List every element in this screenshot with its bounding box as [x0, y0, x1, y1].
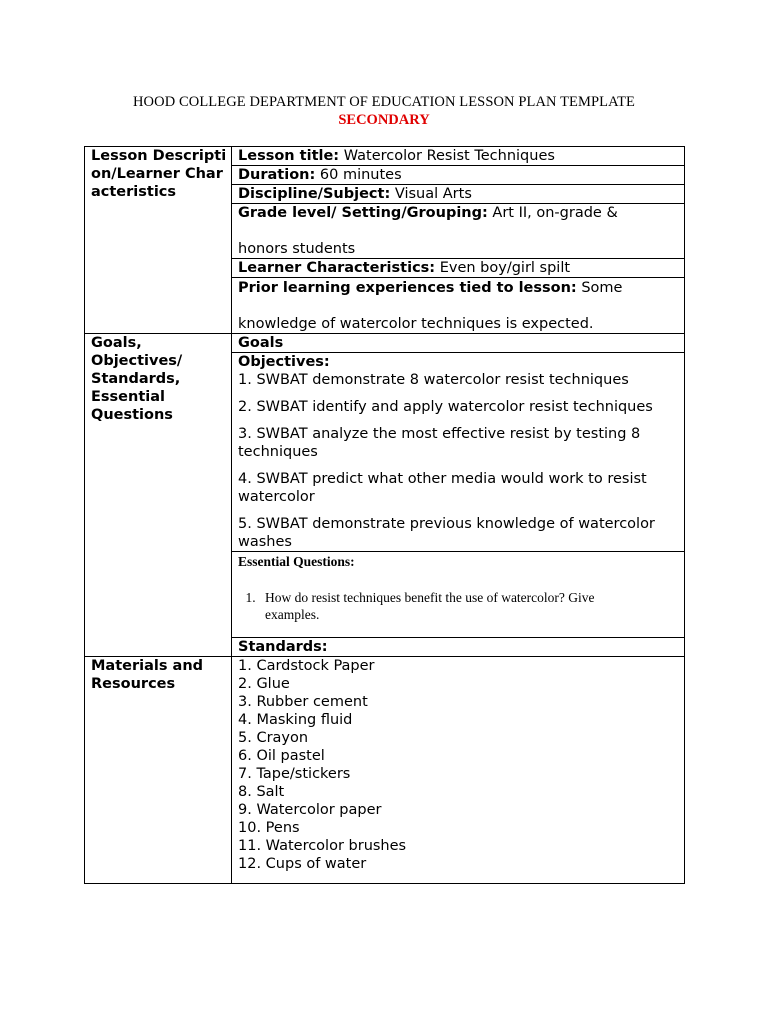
discipline-cell	[232, 185, 685, 204]
essential-questions-label: Essential Questions:	[238, 554, 355, 569]
lesson-title-cell	[232, 147, 685, 166]
goals-heading: Goals, Objectives/ Standards, Essential Questions	[85, 334, 232, 657]
prior-learning-value: Some	[581, 280, 623, 296]
lesson-plan-table	[84, 146, 685, 884]
material-item: 3. Rubber cement	[238, 694, 368, 710]
material-item: 9. Watercolor paper	[238, 802, 382, 818]
duration-value: 60 minutes	[319, 167, 402, 183]
page-subtitle: SECONDARY	[338, 112, 430, 128]
essential-question-item: 1. How do resist techniques benefit the use of watercolor? Give examples.	[259, 589, 645, 623]
objectives-label: Objectives:	[238, 354, 330, 370]
page-title: HOOD COLLEGE DEPARTMENT OF EDUCATION LESSON PLAN TEMPLATE	[132, 94, 635, 110]
duration-label: Duration:	[238, 167, 316, 183]
materials-heading: Materials and Resources	[85, 657, 232, 884]
material-item: 10. Pens	[238, 820, 300, 836]
essential-questions-list	[238, 589, 681, 623]
prior-learning-value-cont: knowledge of watercolor techniques is expected.	[238, 316, 594, 332]
goals-label: Goals	[238, 335, 284, 351]
discipline-label: Discipline/Subject:	[238, 186, 391, 202]
material-item: 2. Glue	[238, 676, 290, 692]
standards-label: Standards:	[238, 639, 328, 655]
materials-cell	[232, 657, 685, 884]
standards-cell	[232, 638, 685, 657]
discipline-value: Visual Arts	[394, 186, 472, 202]
material-item: 11. Watercolor brushes	[238, 838, 407, 854]
learner-label: Learner Characteristics:	[238, 260, 436, 276]
learner-cell	[232, 259, 685, 278]
material-item: 6. Oil pastel	[238, 748, 325, 764]
objectives-cell	[232, 353, 685, 552]
material-item: 4. Masking fluid	[238, 712, 353, 728]
grade-label: Grade level/ Setting/Grouping:	[238, 205, 488, 221]
objective-item: 1. SWBAT demonstrate 8 watercolor resist techniques	[238, 372, 629, 388]
lesson-description-heading: Lesson Description/Learner Characteristics	[85, 147, 232, 334]
essential-questions-cell	[232, 552, 685, 638]
lesson-title-label: Lesson title:	[238, 148, 340, 164]
objective-item: 2. SWBAT identify and apply watercolor resist techniques	[238, 399, 653, 415]
learner-value: Even boy/girl spilt	[439, 260, 571, 276]
grade-value: Art II, on-grade &	[492, 205, 618, 221]
prior-learning-cell	[232, 278, 685, 334]
goals-row	[85, 334, 685, 353]
material-item: 12. Cups of water	[238, 856, 367, 872]
material-item: 5. Crayon	[238, 730, 309, 746]
lesson-title-value: Watercolor Resist Techniques	[343, 148, 555, 164]
objective-item: 5. SWBAT demonstrate previous knowledge of watercolor washes	[238, 516, 655, 550]
grade-cell	[232, 204, 685, 259]
prior-learning-label: Prior learning experiences tied to lesson:	[238, 280, 577, 296]
duration-cell	[232, 166, 685, 185]
material-item: 7. Tape/stickers	[238, 766, 351, 782]
lesson-title-row	[85, 147, 685, 166]
goals-cell	[232, 334, 685, 353]
grade-value-cont: honors students	[238, 241, 356, 257]
objective-item: 3. SWBAT analyze the most effective resist by testing 8 techniques	[238, 426, 641, 460]
objective-item: 4. SWBAT predict what other media would work to resist watercolor	[238, 471, 647, 505]
material-item: 1. Cardstock Paper	[238, 658, 375, 674]
material-item: 8. Salt	[238, 784, 285, 800]
materials-row	[85, 657, 685, 884]
